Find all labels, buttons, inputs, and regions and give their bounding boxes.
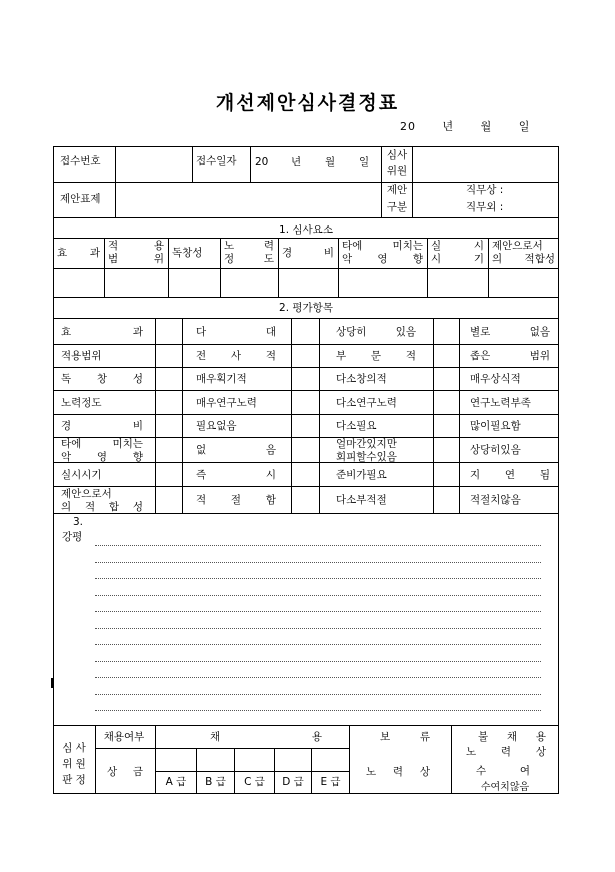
grade-checkbox[interactable] (292, 319, 319, 344)
grade-mid-4-line: 다소연구노력 (336, 396, 397, 409)
grade-mid-7-line: 준비가필요 (336, 468, 387, 481)
grade-mid-4 (336, 397, 416, 410)
evaluation-item-2-line: 적용범위 (61, 350, 102, 362)
criteria-score-cell[interactable] (339, 269, 427, 296)
criteria-header-text: 악 영 향 (342, 253, 423, 265)
evaluation-item-3-line: 독 창 성 (61, 373, 143, 385)
grade-high-5-line: 필요없음 (196, 420, 237, 432)
evaluation-item-5 (61, 420, 143, 433)
comment-line[interactable] (95, 628, 541, 629)
grade-low-5-line: 많이필요함 (470, 420, 521, 432)
grade-mid-7 (336, 469, 416, 482)
date-year-prefix: 20 (400, 120, 416, 133)
award-label: 상 금 (107, 766, 143, 778)
no-give-option[interactable]: 수여치않음 (480, 782, 530, 793)
grade-checkbox[interactable] (434, 438, 459, 462)
criteria-score-cell[interactable] (428, 269, 488, 296)
grade-checkbox[interactable] (292, 415, 319, 437)
header-v-receipt (192, 147, 193, 182)
grade-checkbox[interactable] (156, 415, 182, 437)
grade-checkbox[interactable] (434, 345, 459, 367)
grade-checkbox[interactable] (292, 368, 319, 390)
grade-checkbox[interactable] (434, 487, 459, 513)
margin-mark (51, 678, 53, 688)
grade-high-8 (196, 494, 276, 507)
grade-mid-6 (336, 438, 416, 464)
grade-mid-2 (336, 350, 416, 363)
grade-high-4-line: 매우연구노력 (196, 396, 257, 409)
section3-label: 강평 (62, 531, 83, 543)
evaluation-item-4 (61, 397, 143, 410)
comment-line[interactable] (95, 562, 541, 563)
grade-checkbox[interactable] (292, 391, 319, 414)
grade-checkbox[interactable] (156, 438, 182, 462)
criteria-header-1 (57, 247, 100, 260)
criteria-header-2 (108, 240, 164, 266)
grade-high-2 (196, 350, 276, 363)
criteria-header-text: 시 기 (431, 253, 484, 265)
grade-mid-1-line: 상당히 있음 (336, 325, 416, 338)
subject-field[interactable] (116, 183, 381, 217)
grade-low-1-line: 별로 없음 (470, 325, 550, 338)
receipt-date-label: 접수일자 (196, 155, 237, 167)
grade-mid-3 (336, 373, 416, 386)
grade-mid-3-line: 다소창의적 (336, 373, 387, 385)
grade-high-7 (196, 469, 276, 482)
evaluation-item-7 (61, 469, 143, 482)
evaluation-item-7-line: 실시시기 (61, 468, 102, 481)
grade-checkbox[interactable] (156, 319, 182, 344)
committee-field[interactable] (413, 147, 558, 182)
duty-out-option[interactable]: 직무외 : (466, 201, 504, 213)
grade-high-8-line: 적 절 함 (196, 494, 276, 506)
criteria-header-6 (342, 240, 423, 266)
grade-checkbox[interactable] (156, 345, 182, 367)
effort-award-option[interactable]: 노 력 상 (366, 766, 430, 778)
grade-high-1 (196, 326, 276, 339)
criteria-header-text: 독창성 (172, 247, 203, 259)
grade-checkbox[interactable] (156, 463, 182, 486)
receipt-no-field[interactable] (116, 147, 192, 182)
date-month-unit: 월 (480, 120, 493, 133)
criteria-header-text: 적 용 (108, 240, 164, 252)
criteria-header-text: 제안으로서 (492, 240, 543, 252)
category-label: 제안 구분 (386, 184, 408, 213)
criteria-header-text: 의 적합성 (492, 253, 555, 265)
grade-low-6 (470, 444, 550, 457)
judgement-top-line (53, 725, 559, 726)
effort-award-label-2: 노 력 상 (466, 746, 546, 758)
form-title: 개선제안심사결정표 (215, 92, 400, 114)
grade-high-3-line: 매우획기적 (196, 373, 247, 385)
criteria-header-5 (282, 247, 334, 260)
comment-line[interactable] (95, 694, 541, 695)
s1-bottom-line (53, 297, 559, 298)
grade-mid-8-line: 다소부적절 (336, 494, 387, 506)
judgement-label: 심 사 위 원 판 정 (62, 742, 86, 786)
date-year-unit: 년 (442, 120, 455, 133)
evaluation-item-8-line: 의 적 합 성 (61, 500, 143, 513)
grade-split-line (155, 771, 349, 772)
form-date-line (400, 118, 530, 134)
grade-low-4 (470, 397, 550, 410)
grade-low-1 (470, 326, 550, 339)
grade-low-7-line: 지 연 됨 (470, 468, 550, 481)
grade-high-3 (196, 373, 276, 386)
section3-number: 3. (73, 516, 84, 528)
grade-mid-5-line: 다소필요 (336, 420, 377, 432)
criteria-header-text: 효 과 (57, 247, 100, 259)
evaluation-item-8-line: 제안으로서 (61, 487, 112, 500)
criteria-header-text: 범 위 (108, 253, 164, 265)
comment-line[interactable] (95, 578, 541, 579)
criteria-score-cell[interactable] (279, 269, 338, 296)
grade-mid-5 (336, 420, 416, 433)
grade-mid-6-line: 회피할수있음 (336, 450, 397, 463)
grade-high-6-line: 없 음 (196, 444, 276, 456)
give-option[interactable]: 수 여 (476, 765, 530, 777)
grade-low-4-line: 연구노력부족 (470, 396, 531, 409)
grade-checkbox[interactable] (434, 368, 459, 390)
adoption-label: 채용여부 (103, 731, 145, 743)
criteria-score-cell[interactable] (489, 269, 559, 296)
section2-heading: 2. 평가항목 (279, 302, 333, 314)
grade-low-3 (470, 373, 550, 386)
comment-line[interactable] (95, 677, 541, 678)
evaluation-item-1 (61, 326, 143, 339)
reject-option[interactable]: 불 채 용 (478, 731, 546, 743)
criteria-header-text: 경 비 (282, 247, 334, 259)
criteria-header-text: 정 도 (224, 253, 274, 265)
committee-label: 심사 위원 (386, 149, 408, 177)
s2-column-divider (459, 319, 460, 513)
evaluation-item-6-line: 타에 미치는 (61, 437, 143, 450)
criteria-score-cell[interactable] (169, 269, 220, 296)
criteria-header-7 (431, 240, 484, 266)
grade-high-4 (196, 397, 276, 410)
criteria-header-text: 실 시 (431, 240, 484, 252)
grade-checkbox[interactable] (434, 415, 459, 437)
s1-heading-line (53, 238, 559, 239)
grade-b-option[interactable]: B 급 (205, 776, 226, 788)
grade-mid-6-line: 얼마간있지만 (336, 437, 397, 450)
grade-e-option[interactable]: E 급 (320, 776, 341, 788)
evaluation-item-1-line: 효 과 (61, 325, 143, 338)
grade-high-1-line: 다 대 (196, 325, 276, 338)
grade-d-option[interactable]: D 급 (282, 776, 304, 788)
date-day-unit: 일 (518, 120, 531, 133)
grade-high-7-line: 즉 시 (196, 468, 276, 481)
criteria-score-cell[interactable] (105, 269, 168, 296)
grade-high-6 (196, 444, 276, 457)
criteria-header-3 (172, 247, 216, 260)
grade-high-2-line: 전 사 적 (196, 350, 276, 362)
evaluation-item-6-line: 악 영 향 (61, 450, 143, 463)
grade-checkbox[interactable] (292, 463, 319, 486)
s2-column-divider (319, 319, 320, 513)
comment-line[interactable] (95, 595, 541, 596)
grade-low-7 (470, 469, 550, 482)
evaluation-item-8 (61, 488, 143, 514)
grade-checkbox[interactable] (292, 345, 319, 367)
duty-in-option[interactable]: 직무상 : (466, 184, 504, 196)
grade-high-5 (196, 420, 276, 433)
section1-heading: 1. 심사요소 (279, 224, 333, 236)
grade-a-option[interactable]: A 급 (165, 776, 187, 788)
grade-mid-1 (336, 326, 416, 339)
hold-option[interactable]: 보 류 (380, 731, 430, 743)
evaluation-item-2 (61, 350, 143, 363)
subject-label: 제안표제 (60, 193, 101, 205)
grade-mid-8 (336, 494, 416, 507)
judgement-v-adopt (349, 726, 350, 794)
receipt-no-label: 접수번호 (60, 155, 101, 167)
grade-c-option[interactable]: C 급 (244, 776, 265, 788)
adopt-option[interactable]: 채 용 (210, 731, 322, 743)
evaluation-item-3 (61, 373, 143, 386)
grade-mid-2-line: 부 문 적 (336, 350, 416, 362)
criteria-header-text: 노 력 (224, 240, 274, 252)
comment-line[interactable] (95, 611, 541, 612)
grade-checkbox[interactable] (156, 391, 182, 414)
criteria-score-cell[interactable] (221, 269, 278, 296)
evaluation-item-4-line: 노력정도 (61, 396, 102, 409)
grade-checkbox[interactable] (434, 391, 459, 414)
grade-checkbox[interactable] (434, 463, 459, 486)
criteria-header-8 (492, 240, 555, 266)
criteria-header-text: 타에 미치는 (342, 240, 423, 252)
grade-checkbox[interactable] (156, 368, 182, 390)
grade-low-3-line: 매우상식적 (470, 373, 521, 385)
comment-line[interactable] (95, 644, 541, 645)
grade-low-2-line: 좁은 범위 (470, 350, 550, 362)
grade-low-5 (470, 420, 550, 433)
receipt-date-field[interactable]: 20 년 월 일 (255, 156, 370, 168)
grade-checkbox[interactable] (292, 487, 319, 513)
header-bottom-line (53, 217, 559, 218)
grade-low-6-line: 상당히있음 (470, 444, 521, 456)
criteria-score-cell[interactable] (54, 269, 104, 296)
grade-checkbox[interactable] (292, 438, 319, 462)
evaluation-item-6 (61, 438, 143, 464)
evaluation-item-5-line: 경 비 (61, 420, 143, 432)
comment-line[interactable] (95, 661, 541, 662)
grade-checkbox[interactable] (434, 319, 459, 344)
grade-low-2 (470, 350, 550, 363)
comment-line[interactable] (95, 545, 541, 546)
grade-low-8-line: 적절치않음 (470, 494, 521, 506)
grade-checkbox[interactable] (156, 487, 182, 513)
criteria-header-4 (224, 240, 274, 266)
comment-line[interactable] (95, 710, 541, 711)
s2-column-divider (182, 319, 183, 513)
grade-low-8 (470, 494, 550, 507)
